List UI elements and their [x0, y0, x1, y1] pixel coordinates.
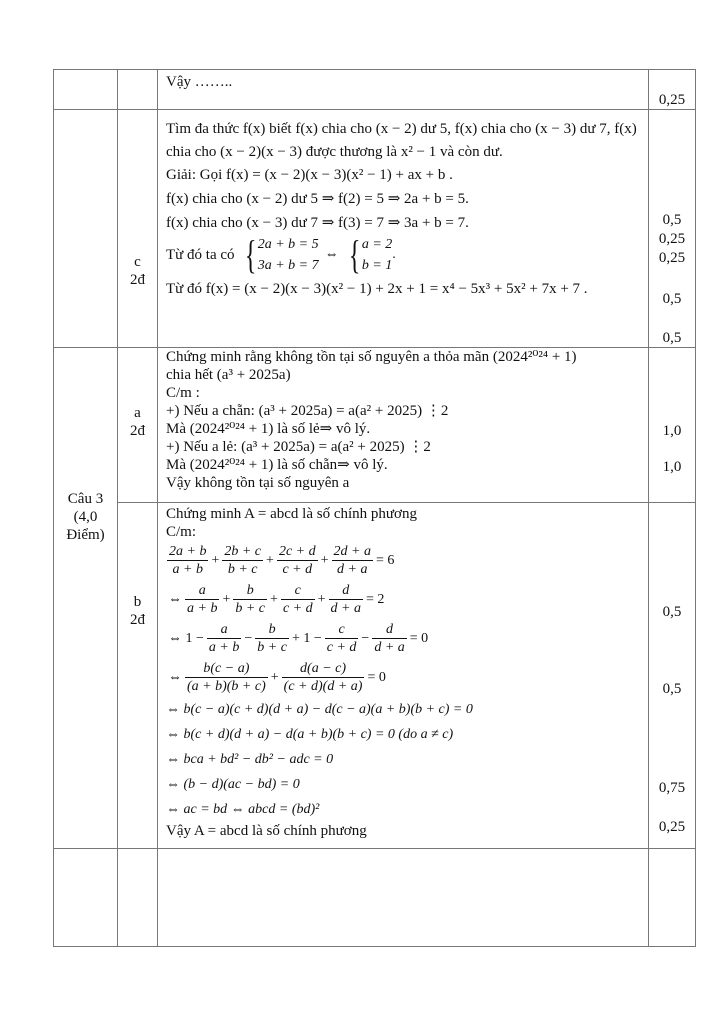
proof-conclusion: Vậy A = abcd là số chính phương — [166, 823, 367, 839]
question-label: Điểm) — [66, 527, 105, 543]
equation-line: ⇔ b(c − a)(c + d)(d + a) − d(c − a)(a + b)(b + c) = 0 — [166, 701, 473, 717]
part-label: c — [134, 254, 141, 270]
system-eq: 3a + b = 7 — [257, 258, 319, 273]
equation-line: ⇔ 1 − $\frac{a}{a + b}$ − $\frac{b}{b + c}$ + 1 − $\frac{c}{c + d}$ − $\frac{d}{d + a}$ = 0 — [168, 622, 429, 655]
score-value: 1,0 — [662, 423, 682, 439]
part-label: b — [133, 594, 142, 610]
part-cell — [118, 348, 158, 503]
score-value: 0,5 — [662, 681, 682, 697]
proof-line: Chứng minh rằng không tồn tại số nguyên a thỏa mãn (2024²⁰²⁴ + 1) — [166, 349, 577, 365]
part-label: a — [134, 405, 141, 421]
score-value: 0,5 — [662, 330, 682, 346]
score-cell — [649, 110, 696, 348]
score-cell — [649, 849, 696, 947]
score-value: 0,25 — [658, 250, 686, 266]
grading-table — [53, 69, 696, 947]
conclusion-text: Vậy …….. — [166, 74, 233, 90]
system-eq: b = 1 — [361, 258, 393, 273]
solution-step: f(x) chia cho (x − 3) dư 7 ⇒ f(3) = 7 ⇒ 3a + b = 7. — [166, 215, 469, 231]
score-value: 0,25 — [658, 819, 686, 835]
question-label-cell — [54, 348, 118, 849]
proof-line: chia hết (a³ + 2025a) — [166, 367, 291, 383]
solution-step: Từ đó f(x) = (x − 2)(x − 3)(x² − 1) + 2x + 1 = x⁴ − 5x³ + 5x² + 7x + 7 . — [166, 281, 588, 297]
content-cell — [158, 849, 649, 947]
question-label: Câu 3 — [67, 491, 104, 507]
table-row — [54, 70, 696, 110]
part-cell — [118, 70, 158, 110]
proof-title: Chứng minh A = abcd là số chính phương — [166, 506, 417, 522]
question-cell — [54, 70, 118, 110]
part-cell — [118, 849, 158, 947]
equiv-sign: ⇔ — [324, 247, 339, 262]
part-cell — [118, 110, 158, 348]
score-cell — [649, 348, 696, 503]
table-row — [54, 110, 696, 348]
system-eq: 2a + b = 5 — [257, 237, 319, 252]
equation-line: ⇔ ac = bd ⇔ abcd = (bd)² — [166, 801, 320, 817]
proof-line: Mà (2024²⁰²⁴ + 1) là số lẻ⇒ vô lý. — [166, 421, 371, 437]
score-value: 1,0 — [662, 459, 682, 475]
question-cell — [54, 110, 118, 348]
equation-system: Từ đó ta có { 2a + b = 5 3a + b = 7 ⇔ { a = 2 b = 1 . — [166, 232, 396, 277]
score-value: 0,25 — [658, 231, 686, 247]
score-value: 0,5 — [662, 291, 682, 307]
proof-line: +) Nếu a lẻ: (a³ + 2025a) = a(a² + 2025) ⋮2 — [166, 439, 431, 455]
solution-intro: Giải: Gọi f(x) = (x − 2)(x − 3)(x² − 1) + ax + b . — [166, 167, 453, 183]
content-cell — [158, 503, 649, 849]
part-cell — [118, 503, 158, 849]
score-value: 0,5 — [662, 212, 682, 228]
content-cell — [158, 70, 649, 110]
answer-sheet-table — [53, 69, 686, 947]
problem-statement: Tìm đa thức f(x) biết f(x) chia cho (x − 2) dư 5, f(x) chia cho (x − 3) dư 7, f(x) chia cho (x − 2)(x − 3) được thương là x² − 1 và còn dư. — [166, 121, 637, 160]
score-value: 0,5 — [662, 604, 682, 620]
part-points: 2đ — [130, 612, 145, 628]
equation-line: ⇔ $\frac{b(c - a)}{(a + b)(b + c)}$ + $\frac{d(a - c)}{(c + d)(d + a)}$ = 0 — [168, 661, 386, 694]
part-points: 2đ — [130, 272, 145, 288]
question-label: (4,0 — [73, 509, 98, 525]
equation-line: ⇔ bca + bd² − db² − adc = 0 — [166, 751, 334, 767]
proof-line: C/m : — [166, 385, 200, 401]
score-value: 0,75 — [658, 780, 686, 796]
equation-line: ⇔ $\frac{a}{a + b}$ + $\frac{b}{b + c}$ + $\frac{c}{c + d}$ + $\frac{d}{d + a}$ = 2 — [168, 583, 385, 616]
proof-label: C/m: — [166, 524, 197, 540]
system-prefix: Từ đó ta có — [166, 247, 235, 263]
equation-line: $\frac{2a + b}{a + b}$ + $\frac{2b + c}{b + c}$ + $\frac{2c + d}{c + d}$ + $\frac{2d + a}{d + a}$ = 6 — [169, 544, 395, 577]
equation-line: ⇔ b(c + d)(d + a) − d(a + b)(b + c) = 0 (do a ≠ c) — [166, 726, 454, 742]
table-row — [54, 503, 696, 849]
part-points: 2đ — [130, 423, 145, 439]
content-cell — [158, 110, 649, 348]
content-cell — [158, 348, 649, 503]
equation-line: ⇔ (b − d)(ac − bd) = 0 — [166, 776, 300, 792]
proof-line: Vậy không tồn tại số nguyên a — [166, 475, 350, 491]
table-row — [54, 849, 696, 947]
question-cell — [54, 849, 118, 947]
system-eq: a = 2 — [361, 237, 393, 252]
solution-step: f(x) chia cho (x − 2) dư 5 ⇒ f(2) = 5 ⇒ 2a + b = 5. — [166, 191, 469, 207]
proof-line: Mà (2024²⁰²⁴ + 1) là số chẵn⇒ vô lý. — [166, 457, 388, 473]
proof-line: +) Nếu a chẵn: (a³ + 2025a) = a(a² + 2025) ⋮2 — [166, 403, 449, 419]
score-value: 0,25 — [658, 92, 686, 108]
table-row — [54, 348, 696, 503]
score-cell — [649, 503, 696, 849]
score-cell — [649, 70, 696, 110]
